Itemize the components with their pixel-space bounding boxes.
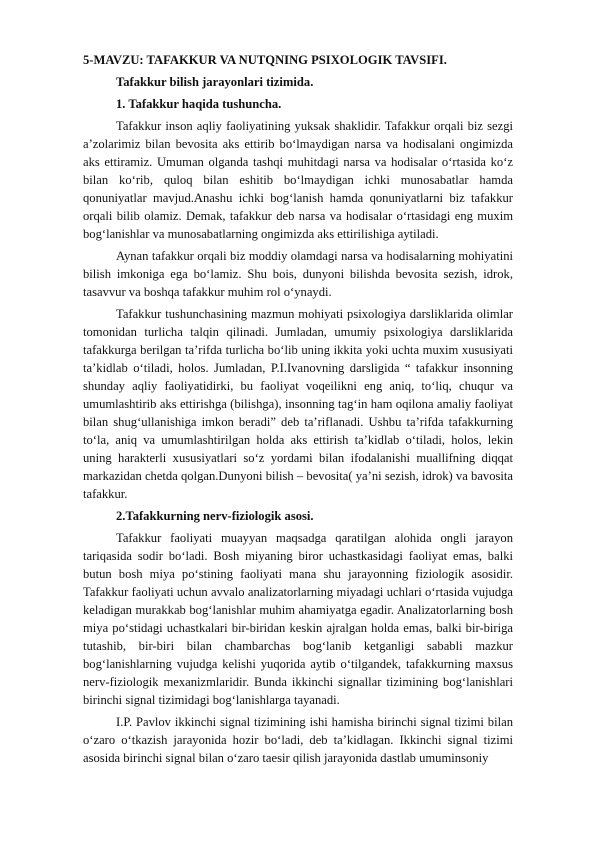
lecture-title: 5-MAVZU: TAFAKKUR VA NUTQNING PSIXOLOGIK TAVSIFI.	[83, 53, 447, 67]
document-body	[83, 51, 513, 767]
section-1-heading: 1. Tafakkur haqida tushuncha.	[116, 97, 282, 111]
paragraph: Tafakkur inson aqliy faoliyatining yuksak shaklidir. Tafakkur orqali biz sezgi a’zolarimiz bilan bevosita aks ettirib bo‘lmaydigan narsa va hodisalani ongimizda aks ettiramiz. Umuman olganda tashqi muhitdagi narsa va hodisalar o‘rtasida ko‘z bilan ko‘rib, quloq bilan eshitib bo‘lmaydigan ichki munosabatlar hamda qonuniyatlar mavjud.Anashu ichki bog‘lanish hamda qonuniyatlarni biz tafakkur orqali bilib olamiz. Demak, tafakkur deb narsa va hodisalar o‘rtasidagi eng muxim bog‘lanishlar va munosabatlarning ongimizda aks ettirilishiga aytiladi.	[83, 119, 513, 241]
section-2-heading: 2.Tafakkurning nerv-fiziologik asosi.	[116, 509, 314, 523]
lecture-subtitle: Tafakkur bilish jarayonlari tizimida.	[116, 75, 314, 89]
paragraph: I.P. Pavlov ikkinchi signal tizimining ishi hamisha birinchi signal tizimi bilan o‘zaro o‘tkazish jarayonida hozir bo‘ladi, deb ta’kidlagan. Ikkinchi signal tizimi asosida birinchi signal bilan o‘zaro taesir qilish jarayonida dastlab umuminsoniy	[83, 715, 513, 765]
paragraph: Tafakkur faoliyati muayyan maqsadga qaratilgan alohida ongli jarayon tariqasida sodir bo‘ladi. Bosh miyaning biror uchastkasidagi faoliyat emas, balki butun bosh miya po‘stining faoliyati mana shu jarayonning fiziologik asosidir. Tafakkur faoliyati uchun avvalo analizatorlarning miyadagi uchlari o‘rtasida vujudga keladigan murakkab bog‘lanishlar muhim ahamiyatga egadir. Analizatorlarning bosh miya po‘stidagi uchastkalari bir-biridan keskin ajralgan holda emas, balki bir-biriga tutashib, bir-biri bilan chambarchas bog‘lanib ketganligi sababli mazkur bog‘lanishlarning vujudga kelishi yuqorida aytib o‘tilgandek, tafakkurning maxsus nerv-fiziologik mexanizmlaridir. Bunda ikkinchi signallar tizimining bog‘lanishlari birinchi signal tizimidagi bog‘lanishlarga tayanadi.	[83, 531, 513, 707]
paragraph: Aynan tafakkur orqali biz moddiy olamdagi narsa va hodisalarning mohiyatini bilish imkoniga ega bo‘lamiz. Shu bois, dunyoni bilishda bevosita sezish, idrok, tasavvur va boshqa tafakkur muhim rol o‘ynaydi.	[83, 249, 513, 299]
paragraph: Tafakkur tushunchasining mazmun mohiyati psixologiya darsliklarida olimlar tomonidan turlicha talqin qilinadi. Jumladan, umumiy psixologiya darsliklarida tafakkurga berilgan ta’rifda turlicha bo‘lib uning ikkita yoki uchta muxim xususiyati ta’kidlab o‘tiladi, holos. Jumladan, P.I.Ivanovning darsligida “ tafakkur insonning shunday aqliy faoliyatidirki, bu faoliyat voqeilikni eng aniq, to‘liq, chuqur va umumlashtirib aks ettirishga (bilishga), insonning tag‘in ham oqilona amaliy faoliyat bilan shug‘ullanishiga imkon beradi” deb ta’riflanadi. Ushbu ta’rifda tafakkurning to‘la, aniq va umumlashtirilgan holda aks ettirish ta’kidlab o‘tiladi, holos, lekin uning harakterli xususiyatlari so‘z yordami bilan ifodalanishi muallifning diqqat markazidan chetda qolgan.Dunyoni bilish – bevosita( ya’ni sezish, idrok) va bavosita tafakkur.	[83, 307, 513, 501]
